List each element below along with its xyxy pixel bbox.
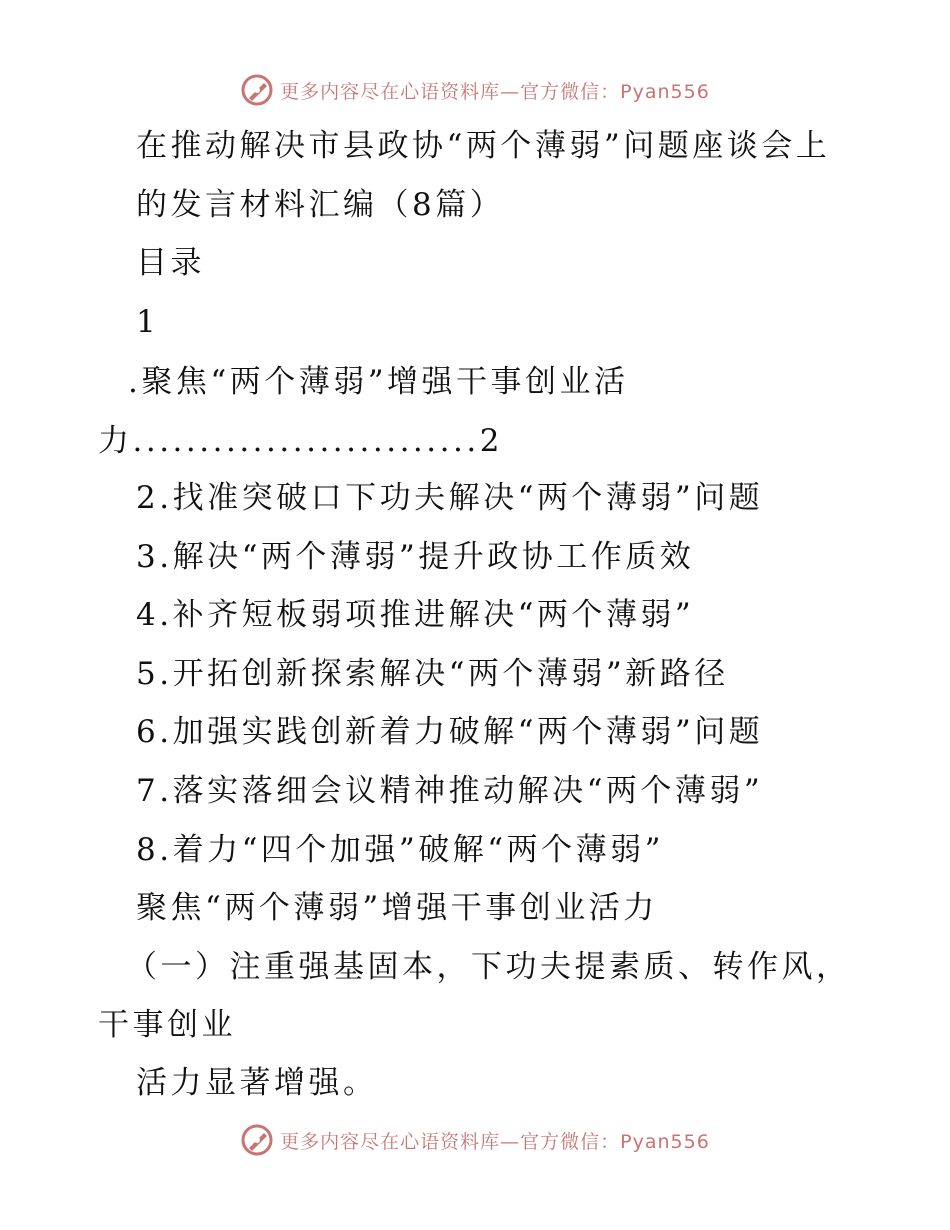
- document-title-line-2: 的发言材料汇编（8篇）: [136, 187, 505, 223]
- watermark-banner-bottom: [0, 1120, 950, 1160]
- watermark-banner-top: [0, 70, 950, 110]
- document-title-line-1: 在推动解决市县政协“两个薄弱”问题座谈会上: [136, 128, 831, 164]
- pen-circle-logo-icon: [240, 73, 274, 107]
- pen-circle-logo-icon: [240, 1123, 274, 1157]
- toc-item-7[interactable]: 7.落实落细会议精神推动解决“两个薄弱”: [136, 773, 764, 809]
- toc-item-1-text[interactable]: .聚焦“两个薄弱”增强干事创业活: [128, 364, 629, 400]
- toc-item-1-number: 1: [136, 304, 160, 340]
- toc-item-3[interactable]: 3.解决“两个薄弱”提升政协工作质效: [136, 539, 695, 575]
- watermark-text: 更多内容尽在心语资料库—官方微信：Pyan556: [280, 80, 710, 103]
- toc-item-4[interactable]: 4.补齐短板弱项推进解决“两个薄弱”: [136, 597, 695, 633]
- toc-item-5[interactable]: 5.开拓创新探索解决“两个薄弱”新路径: [136, 656, 729, 692]
- toc-item-1-leader: 力..........................2: [98, 423, 503, 459]
- paragraph-line-2: 干事创业: [98, 1007, 236, 1043]
- watermark-text: 更多内容尽在心语资料库—官方微信：Pyan556: [280, 1130, 710, 1153]
- toc-item-6[interactable]: 6.加强实践创新着力破解“两个薄弱”问题: [136, 714, 764, 750]
- toc-heading: 目录: [136, 245, 205, 281]
- section-title: 聚焦“两个薄弱”增强干事创业活力: [136, 890, 658, 926]
- paragraph-line-1: （一）注重强基固本，下功夫提素质、转作风，: [126, 949, 851, 985]
- toc-item-2[interactable]: 2.找准突破口下功夫解决“两个薄弱”问题: [136, 480, 764, 516]
- toc-item-8[interactable]: 8.着力“四个加强”破解“两个薄弱”: [136, 832, 664, 868]
- paragraph-line-3: 活力显著增强。: [136, 1065, 378, 1101]
